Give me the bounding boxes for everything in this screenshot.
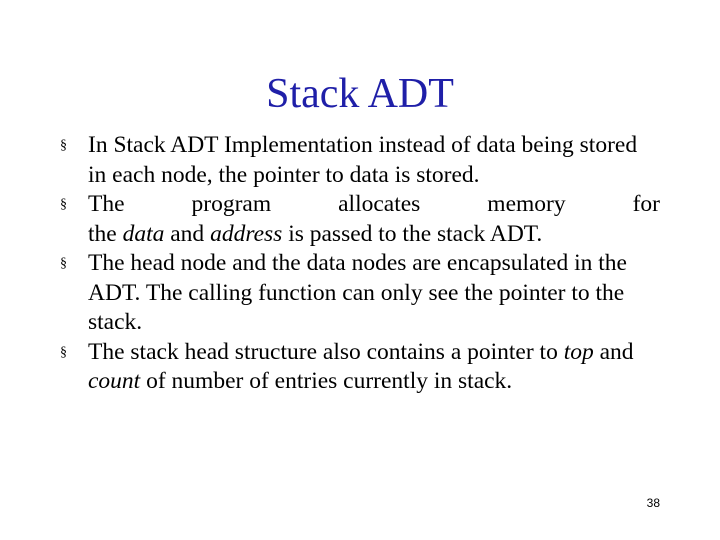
- text-fragment: the: [88, 220, 123, 247]
- emphasis-top: top: [563, 338, 594, 365]
- bullet-item: [60, 190, 660, 249]
- bullet-item: [60, 338, 660, 397]
- bullet-line: [88, 221, 542, 247]
- bullet-marker-icon: §: [60, 256, 67, 271]
- page-number: 38: [646, 496, 660, 510]
- bullet-text: The head node and the data nodes are encapsulated in the ADT. The calling function can only see the pointer to the stack.: [88, 250, 627, 335]
- bullet-item: [60, 249, 660, 338]
- bullet-item: [60, 131, 660, 190]
- bullet-line: The program allocates memory for: [88, 191, 660, 217]
- text-fragment: The stack head structure also contains a pointer to: [88, 338, 564, 365]
- bullet-list: [60, 131, 660, 397]
- bullet-marker-icon: §: [60, 197, 67, 212]
- bullet-marker-icon: §: [60, 138, 67, 153]
- emphasis-address: address: [210, 220, 283, 247]
- text-fragment: and: [164, 220, 211, 247]
- bullet-text: [88, 338, 660, 397]
- text-fragment: of number of entries currently in stack.: [140, 368, 513, 394]
- text-fragment: and: [593, 338, 634, 365]
- emphasis-count: count: [88, 368, 141, 394]
- slide-title: Stack ADT: [266, 71, 454, 117]
- bullet-text: [88, 190, 660, 249]
- bullet-marker-icon: §: [60, 344, 67, 360]
- bullet-text: In Stack ADT Implementation instead of data being stored in each node, the pointer to data is stored.: [88, 132, 638, 188]
- text-fragment: is passed to the stack ADT.: [282, 220, 543, 247]
- emphasis-data: data: [122, 220, 165, 247]
